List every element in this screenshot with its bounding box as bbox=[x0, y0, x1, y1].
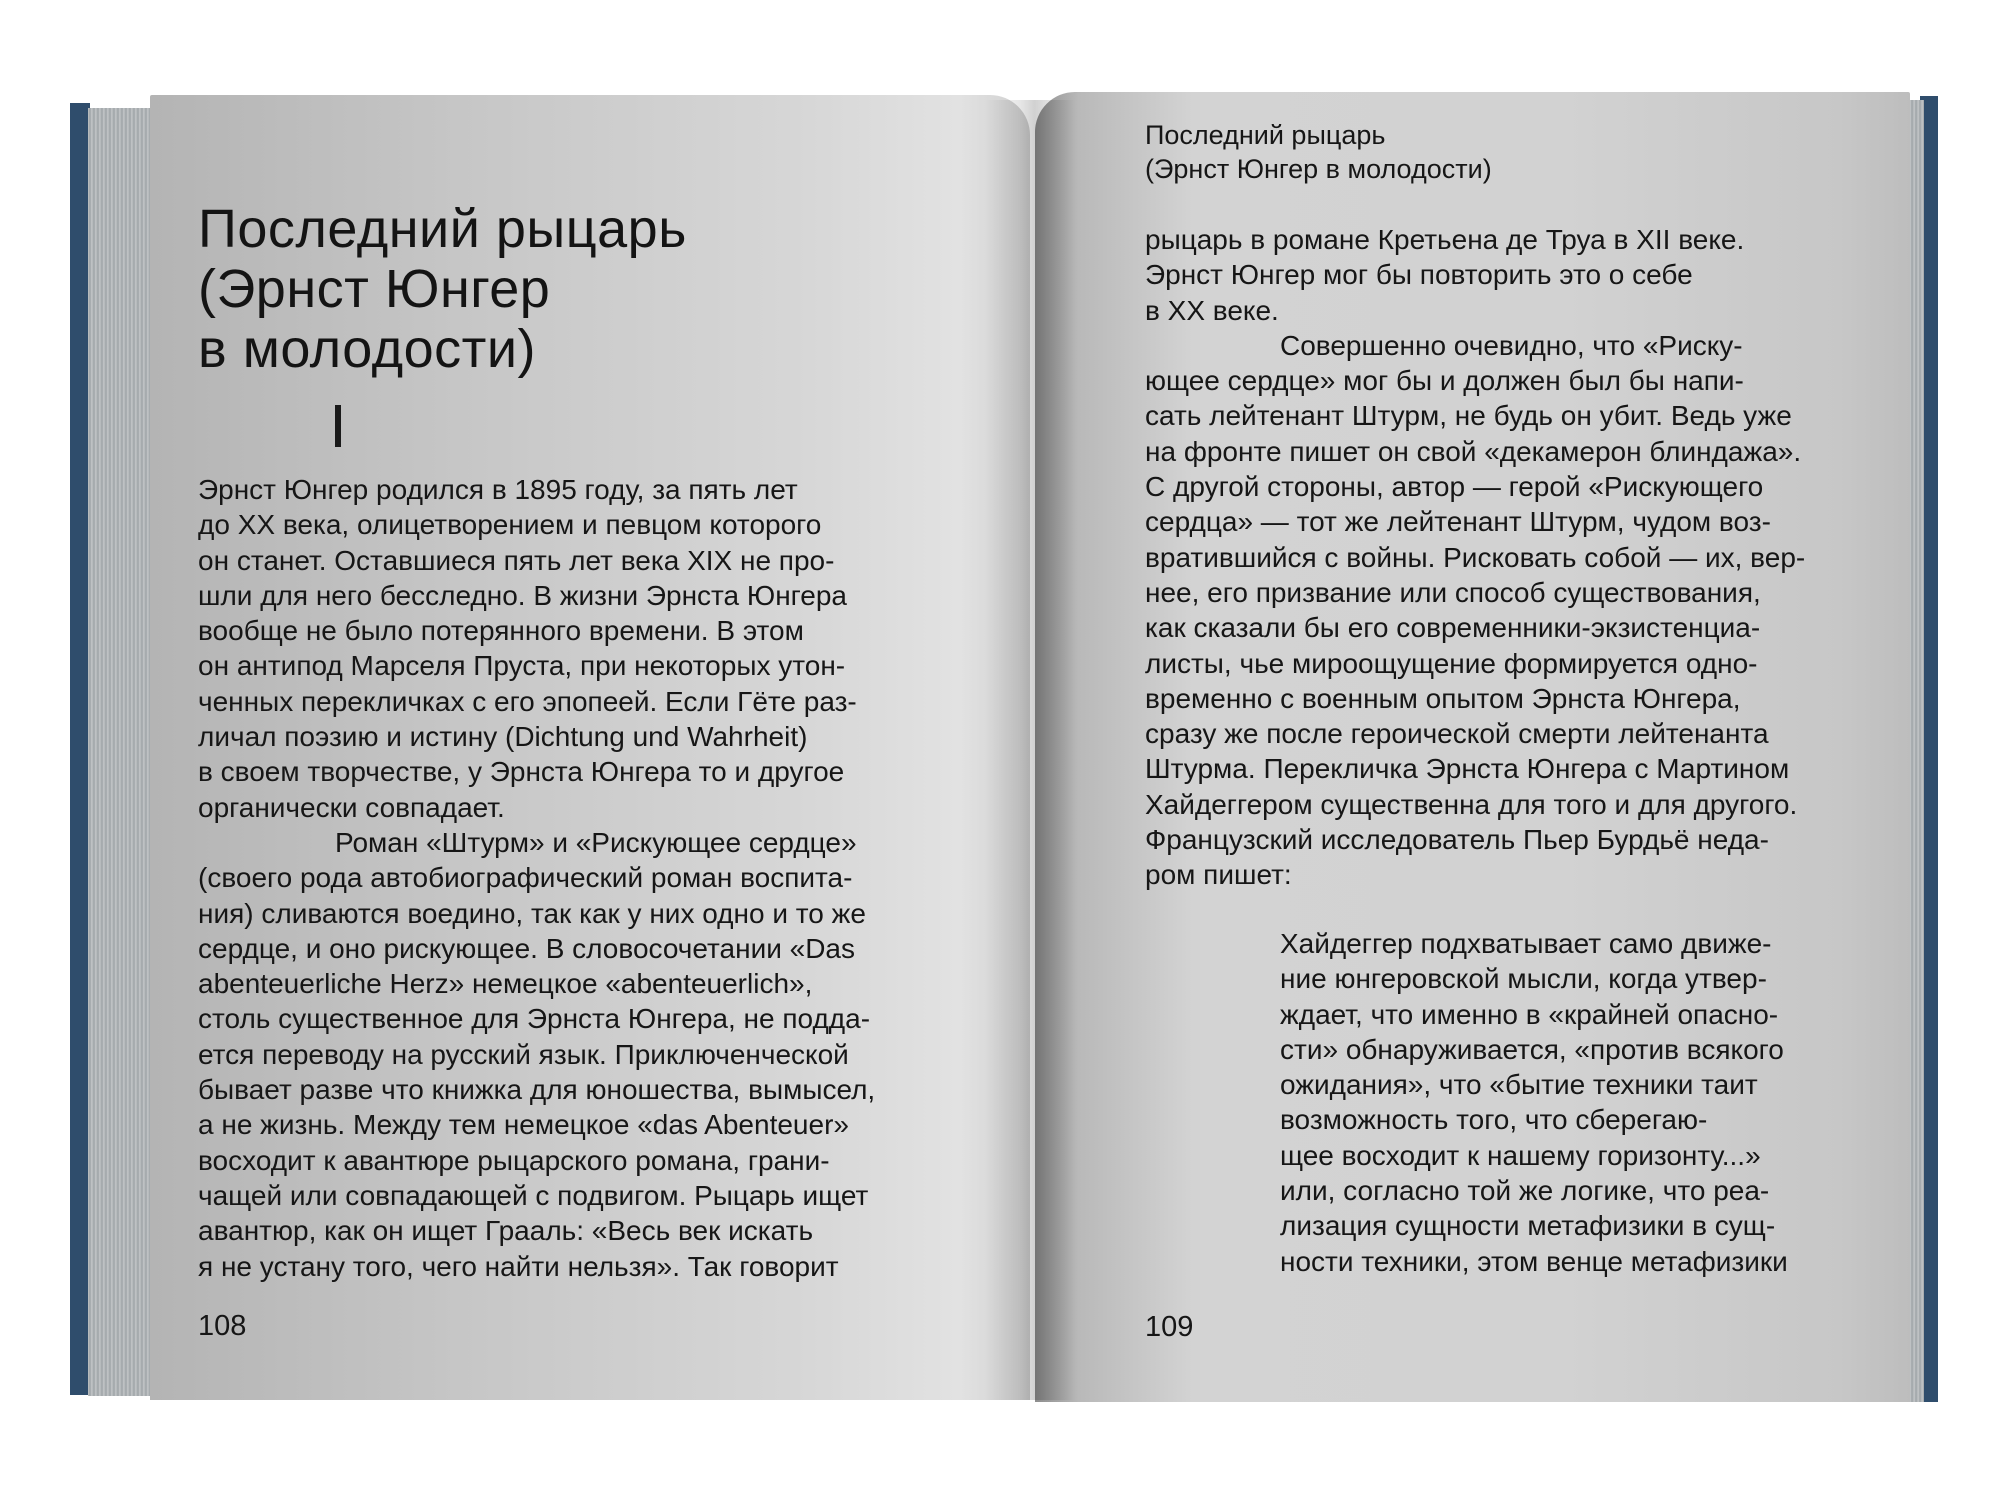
quote-line: возможность того, что сберегаю- bbox=[1280, 1104, 1708, 1136]
page-block-left-edge bbox=[88, 108, 156, 1396]
quote-line: ждает, что именно в «крайней опасно- bbox=[1280, 998, 1779, 1030]
text-line: сердца» — тот же лейтенант Штурм, чудом воз- bbox=[1145, 506, 1771, 538]
text-line: ченных перекличках с его эпопеей. Если Гёте раз- bbox=[198, 685, 857, 717]
text-line: Эрнст Юнгер мог бы повторить это о себе bbox=[1145, 259, 1693, 291]
text-line: бывает разве что книжка для юношества, вымысел, bbox=[198, 1074, 876, 1106]
text-line: чащей или совпадающей с подвигом. Рыцарь ищет bbox=[198, 1179, 869, 1211]
text-line: восходит к авантюре рыцарского романа, грани- bbox=[198, 1144, 830, 1176]
text-line: Роман «Штурм» и «Рискующее сердце» bbox=[335, 826, 857, 858]
quote-line: сти» обнаруживается, «против всякого bbox=[1280, 1033, 1784, 1065]
chapter-title-line: в молодости) bbox=[198, 319, 537, 379]
text-line: abenteuerliche Herz» немецкое «abenteuerlich», bbox=[198, 968, 813, 1000]
text-line: Хайдеггером существенна для того и для другого. bbox=[1145, 788, 1798, 820]
text-line: нее, его призвание или способ существования, bbox=[1145, 576, 1761, 608]
quote-line: Хайдеггер подхватывает само движе- bbox=[1280, 928, 1772, 959]
page-number-right: 109 bbox=[1145, 1311, 1194, 1343]
text-line: на фронте пишет он свой «декамерон блиндажа». bbox=[1145, 435, 1802, 467]
quote-line: или, согласно той же логике, что реа- bbox=[1280, 1175, 1770, 1207]
text-line: а не жизнь. Между тем немецкое «das Abenteuer» bbox=[198, 1109, 849, 1141]
right-page bbox=[1035, 92, 1910, 1402]
text-line: он станет. Оставшиеся пять лет века XIX не про- bbox=[198, 544, 835, 576]
quote-line: лизация сущности метафизики в сущ- bbox=[1280, 1210, 1776, 1242]
text-line: временно с военным опытом Эрнста Юнгера, bbox=[1145, 682, 1741, 714]
text-line: в XX веке. bbox=[1145, 294, 1279, 326]
text-line: как сказали бы его современники-экзистенциа- bbox=[1145, 612, 1761, 644]
block-quote bbox=[1280, 926, 1788, 1279]
chapter-title-line: (Эрнст Юнгер bbox=[198, 259, 551, 319]
text-line: вратившийся с войны. Рисковать собой — их, вер- bbox=[1145, 541, 1806, 573]
text-line: шли для него бесследно. В жизни Эрнста Юнгера bbox=[198, 579, 847, 611]
right-body-text bbox=[1145, 222, 1805, 893]
text-line: до XX века, олицетворением и певцом которого bbox=[198, 509, 822, 541]
text-line: ром пишет: bbox=[1145, 859, 1292, 891]
quote-line: щее восходит к нашему горизонту...» bbox=[1280, 1139, 1761, 1171]
text-line: столь существенное для Эрнста Юнгера, не подда- bbox=[198, 1003, 871, 1035]
text-line: Эрнст Юнгер родился в 1895 году, за пять лет bbox=[198, 474, 798, 505]
text-line: он антипод Марселя Пруста, при некоторых утон- bbox=[198, 650, 846, 682]
text-line: рыцарь в романе Кретьена де Труа в XII веке. bbox=[1145, 224, 1745, 255]
page-number-left: 108 bbox=[198, 1310, 247, 1342]
quote-line: ние юнгеровской мысли, когда утвер- bbox=[1280, 963, 1767, 995]
section-number-marker bbox=[335, 405, 341, 447]
text-line: я не устану того, чего найти нельзя». Так говорит bbox=[198, 1250, 839, 1282]
text-line: вообще не было потерянного времени. В этом bbox=[198, 615, 804, 647]
chapter-title-line: Последний рыцарь bbox=[198, 199, 687, 259]
text-line: личал поэзию и истину (Dichtung und Wahrheit) bbox=[198, 721, 808, 753]
text-line: ния) сливаются воедино, так как у них одно и то же bbox=[198, 897, 866, 929]
text-line: органически совпадает. bbox=[198, 791, 505, 823]
quote-line: ожидания», что «бытие техники таит bbox=[1280, 1069, 1758, 1101]
text-line: Штурма. Перекличка Эрнста Юнгера с Мартином bbox=[1145, 753, 1790, 785]
text-line: листы, чье мироощущение формируется одно- bbox=[1145, 647, 1758, 679]
text-line: Французский исследователь Пьер Бурдьё неда- bbox=[1145, 824, 1769, 856]
running-head-line: (Эрнст Юнгер в молодости) bbox=[1145, 154, 1492, 184]
text-line: авантюр, как он ищет Грааль: «Весь век искать bbox=[198, 1215, 814, 1247]
text-line: сразу же после героической смерти лейтенанта bbox=[1145, 718, 1769, 750]
chapter-title bbox=[198, 199, 687, 379]
left-body-text bbox=[198, 472, 875, 1284]
book-cover-left-edge bbox=[70, 103, 90, 1395]
text-line: ется переводу на русский язык. Приключенческой bbox=[198, 1038, 849, 1070]
quote-line: ности техники, этом венце метафизики bbox=[1280, 1245, 1788, 1277]
text-line: сердце, и оно рискующее. В словосочетании «Das bbox=[198, 932, 855, 964]
running-head bbox=[1145, 118, 1492, 186]
left-page bbox=[150, 95, 1030, 1400]
text-line: (своего рода автобиографический роман воспита- bbox=[198, 862, 853, 894]
text-line: С другой стороны, автор — герой «Рискующего bbox=[1145, 471, 1764, 503]
text-line: в своем творчестве, у Эрнста Юнгера то и другое bbox=[198, 756, 845, 788]
running-head-line: Последний рыцарь bbox=[1145, 120, 1386, 150]
text-line: ющее сердце» мог бы и должен был бы напи- bbox=[1145, 365, 1744, 397]
text-line: сать лейтенант Штурм, не будь он убит. Ведь уже bbox=[1145, 400, 1792, 432]
text-line: Совершенно очевидно, что «Риску- bbox=[1280, 329, 1743, 361]
